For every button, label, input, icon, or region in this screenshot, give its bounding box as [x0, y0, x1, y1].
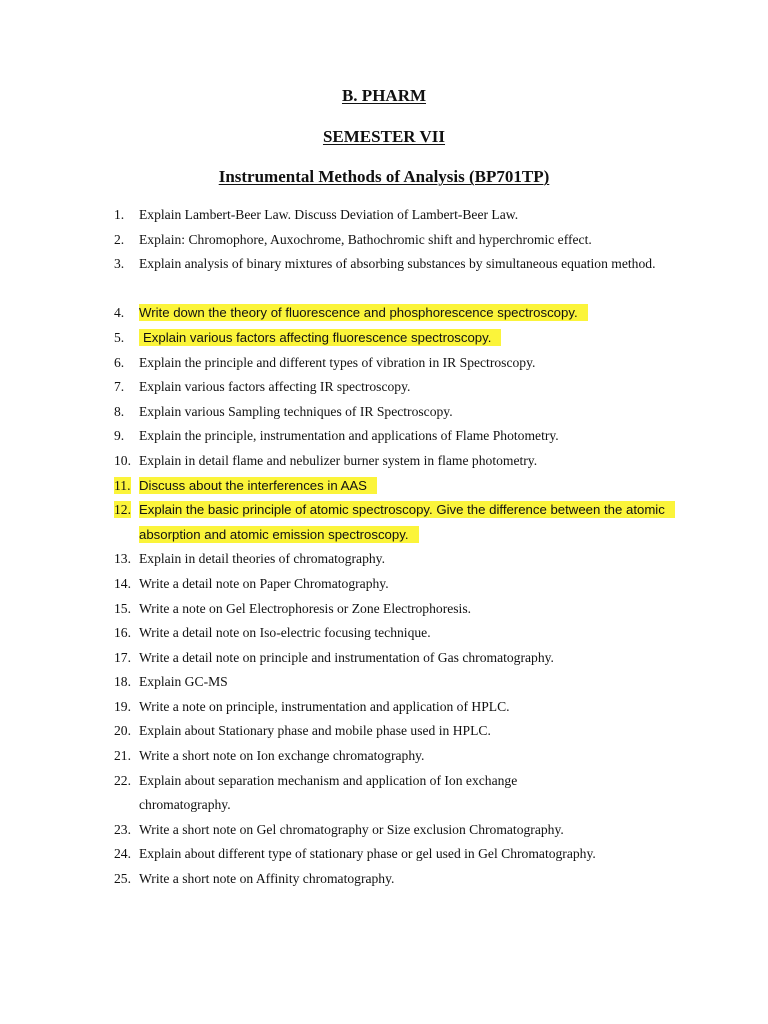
question-item	[0, 744, 768, 769]
question-item	[0, 670, 768, 695]
question-item	[0, 597, 768, 622]
question-item	[0, 572, 768, 597]
question-item	[0, 867, 768, 892]
question-text: Explain the principle and different types of vibration in IR Spectroscopy.	[139, 354, 536, 370]
question-text: Explain in detail theories of chromatography.	[139, 551, 385, 567]
question-number: 20.	[114, 723, 131, 739]
question-number: 2.	[114, 231, 125, 247]
question-text: Explain various factors affecting IR spectroscopy.	[139, 379, 411, 395]
question-item	[0, 351, 768, 376]
question-number: 17.	[114, 649, 131, 665]
question-list	[0, 203, 768, 892]
question-number: 14.	[114, 575, 131, 591]
question-text: Write a detail note on Iso-electric focusing technique.	[139, 625, 431, 641]
question-item	[0, 400, 768, 425]
question-number: 10.	[114, 452, 131, 468]
question-number: 18.	[114, 674, 131, 690]
question-number: 23.	[114, 821, 131, 837]
question-text: Explain: Chromophore, Auxochrome, Bathochromic shift and hyperchromic effect.	[139, 231, 592, 247]
course-title: Instrumental Methods of Analysis (BP701TP)	[218, 167, 550, 186]
question-text: Write a detail note on principle and instrumentation of Gas chromatography.	[139, 649, 554, 665]
question-item-highlighted	[0, 326, 768, 351]
semester-title: SEMESTER VII	[322, 127, 446, 146]
question-text: Explain analysis of binary mixtures of absorbing substances by simultaneous equation method.	[139, 256, 656, 272]
question-item	[0, 769, 768, 818]
question-text: Explain Lambert-Beer Law. Discuss Deviation of Lambert-Beer Law.	[139, 207, 519, 222]
question-text: Explain in detail flame and nebulizer burner system in flame photometry.	[139, 452, 538, 468]
question-number: 13.	[114, 551, 131, 567]
question-item	[0, 646, 768, 671]
question-number: 3.	[114, 256, 125, 272]
question-text: Write a note on principle, instrumentation and application of HPLC.	[139, 698, 510, 714]
program-title: B. PHARM	[341, 86, 427, 105]
question-text: Write a short note on Gel chromatography or Size exclusion Chromatography.	[139, 821, 564, 837]
question-item	[0, 228, 768, 253]
question-item	[0, 252, 768, 301]
question-item-highlighted	[0, 474, 768, 499]
question-item	[0, 818, 768, 843]
question-text: Write a detail note on Paper Chromatography.	[139, 575, 389, 591]
question-text: Explain various Sampling techniques of IR Spectroscopy.	[139, 403, 453, 419]
question-text: Write a note on Gel Electrophoresis or Zone Electrophoresis.	[139, 600, 472, 616]
highlight-mark: Explain various factors affecting fluorescence spectroscopy.	[139, 329, 501, 346]
question-text-highlighted	[139, 474, 674, 499]
question-number: 15.	[114, 600, 131, 616]
question-item	[0, 203, 768, 228]
question-text: Explain GC-MS	[139, 674, 228, 690]
question-text-highlighted	[139, 301, 674, 326]
question-number: 5.	[114, 329, 125, 345]
question-text-highlighted	[139, 326, 674, 351]
question-text: Explain about Stationary phase and mobile phase used in HPLC.	[139, 723, 491, 739]
question-number: 22.	[114, 772, 131, 788]
question-number: 6.	[114, 354, 125, 370]
question-number: 9.	[114, 428, 125, 444]
question-number: 7.	[114, 379, 125, 395]
question-number: 8.	[114, 403, 125, 419]
question-number	[114, 498, 140, 523]
question-number: 1.	[114, 207, 125, 222]
highlight-mark: 12.	[114, 502, 131, 518]
question-item	[0, 695, 768, 720]
question-item	[0, 375, 768, 400]
question-text-highlighted	[139, 498, 674, 547]
question-number: 16.	[114, 625, 131, 641]
question-number: 24.	[114, 846, 131, 862]
question-text: Write a short note on Affinity chromatography.	[139, 871, 395, 887]
question-number: 4.	[114, 305, 125, 321]
highlight-mark: 11.	[114, 477, 131, 493]
highlight-mark: Discuss about the interferences in AAS	[139, 477, 377, 494]
question-item-highlighted	[0, 301, 768, 326]
question-item	[0, 547, 768, 572]
question-item	[0, 719, 768, 744]
question-item	[0, 621, 768, 646]
question-number: 21.	[114, 748, 131, 764]
question-text: Write a short note on Ion exchange chromatography.	[139, 748, 425, 764]
highlight-mark: Write down the theory of fluorescence and phosphorescence spectroscopy.	[139, 304, 588, 321]
question-item	[0, 424, 768, 449]
question-number: 19.	[114, 698, 131, 714]
question-item	[0, 449, 768, 474]
question-item-highlighted	[0, 498, 768, 547]
question-number: 25.	[114, 871, 131, 887]
highlight-mark: Explain the basic principle of atomic spectroscopy. Give the difference between the atomic absorption and atomic emission spectroscopy.	[139, 501, 675, 543]
question-number	[114, 474, 140, 499]
question-text: Explain about separation mechanism and application of Ion exchange chromatography.	[139, 772, 518, 813]
question-text: Explain the principle, instrumentation and applications of Flame Photometry.	[139, 428, 559, 444]
question-item	[0, 842, 768, 867]
question-text: Explain about different type of stationary phase or gel used in Gel Chromatography.	[139, 846, 596, 862]
